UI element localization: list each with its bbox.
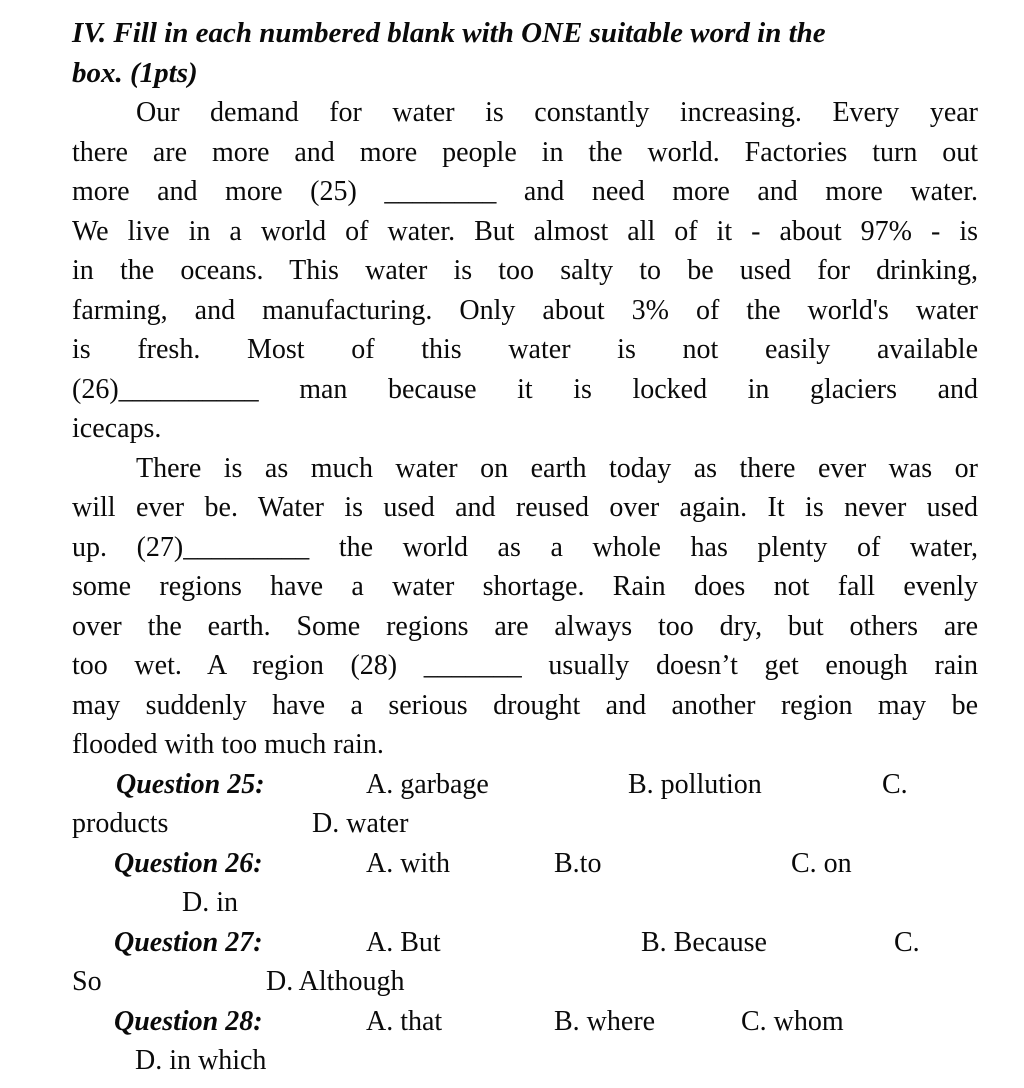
passage-p1-line-8-blank-26: (26)__________ man because it is locked in glaciers and <box>72 373 978 405</box>
passage-p1-line-7: is fresh. Most of this water is not easily available <box>72 334 978 365</box>
question-26-option-c: C. on <box>791 847 852 879</box>
question-26-option-b: B.to <box>554 847 602 879</box>
question-25-label: Question 25: <box>116 768 265 800</box>
passage-p2-line-8: flooded with too much rain. <box>72 729 384 760</box>
question-27-option-d: D. Although <box>266 966 405 997</box>
question-25-option-c-text: products <box>72 808 169 839</box>
passage-p2-line-3-blank-27: up. (27)_________ the world as a whole has plenty of water, <box>72 531 978 563</box>
question-25-option-d: D. water <box>312 808 409 839</box>
question-25-row-1 <box>72 765 978 805</box>
passage-p1-line-4: We live in a world of water. But almost all of it - about 97% - is <box>72 215 978 247</box>
question-26-option-a: A. with <box>366 847 450 879</box>
question-27-option-c-text: So <box>72 966 102 997</box>
passage-p1-line-6: farming, and manufacturing. Only about 3% of the world's water <box>72 294 978 326</box>
question-28-option-b: B. where <box>554 1005 656 1037</box>
question-26-option-d: D. in <box>182 887 238 918</box>
question-27-option-c-marker: C. <box>894 926 920 958</box>
passage-p2-line-7: may suddenly have a serious drought and another region may be <box>72 689 978 721</box>
passage-p2-line-5: over the earth. Some regions are always too dry, but others are <box>72 610 978 642</box>
question-27-option-b: B. Because <box>641 926 767 958</box>
question-28-row-2 <box>72 1041 978 1081</box>
passage-p2-line-1: There is as much water on earth today as there ever was or <box>136 452 978 484</box>
passage-p1-line-9: icecaps. <box>72 413 162 444</box>
question-28-option-c: C. whom <box>741 1005 844 1037</box>
question-26-row-1 <box>72 844 978 884</box>
question-26-row-2 <box>72 883 978 923</box>
question-25-option-c-marker: C. <box>882 768 908 800</box>
question-25-option-a: A. garbage <box>366 768 489 800</box>
passage-p2-line-2: will ever be. Water is used and reused over again. It is never used <box>72 492 978 523</box>
question-27-row-1 <box>72 923 978 963</box>
question-28-label: Question 28: <box>114 1005 263 1037</box>
question-25-option-b: B. pollution <box>628 768 762 800</box>
passage-p2-line-6-blank-28: too wet. A region (28) _______ usually doesn’t get enough rain <box>72 650 978 681</box>
question-27-label: Question 27: <box>114 926 263 958</box>
passage-p1-line-2: there are more and more people in the world. Factories turn out <box>72 136 978 168</box>
section-heading-line-1: IV. Fill in each numbered blank with ONE suitable word in the <box>72 17 826 49</box>
section-heading-line-2: box. (1pts) <box>72 56 198 89</box>
question-25-row-2 <box>72 804 978 844</box>
question-26-label: Question 26: <box>114 847 263 879</box>
passage-p1-line-5: in the oceans. This water is too salty to be used for drinking, <box>72 255 978 286</box>
question-27-row-2 <box>72 962 978 1002</box>
question-27-option-a: A. But <box>366 926 441 958</box>
question-28-option-d: D. in which <box>135 1045 267 1076</box>
worksheet-page <box>72 14 978 1081</box>
passage-p1-line-1: Our demand for water is constantly increasing. Every year <box>136 97 978 128</box>
question-28-row-1 <box>72 1002 978 1042</box>
passage-p2-line-4: some regions have a water shortage. Rain does not fall evenly <box>72 571 978 602</box>
passage-p1-line-3-blank-25: more and more (25) ________ and need more and more water. <box>72 176 978 207</box>
question-28-option-a: A. that <box>366 1005 443 1037</box>
